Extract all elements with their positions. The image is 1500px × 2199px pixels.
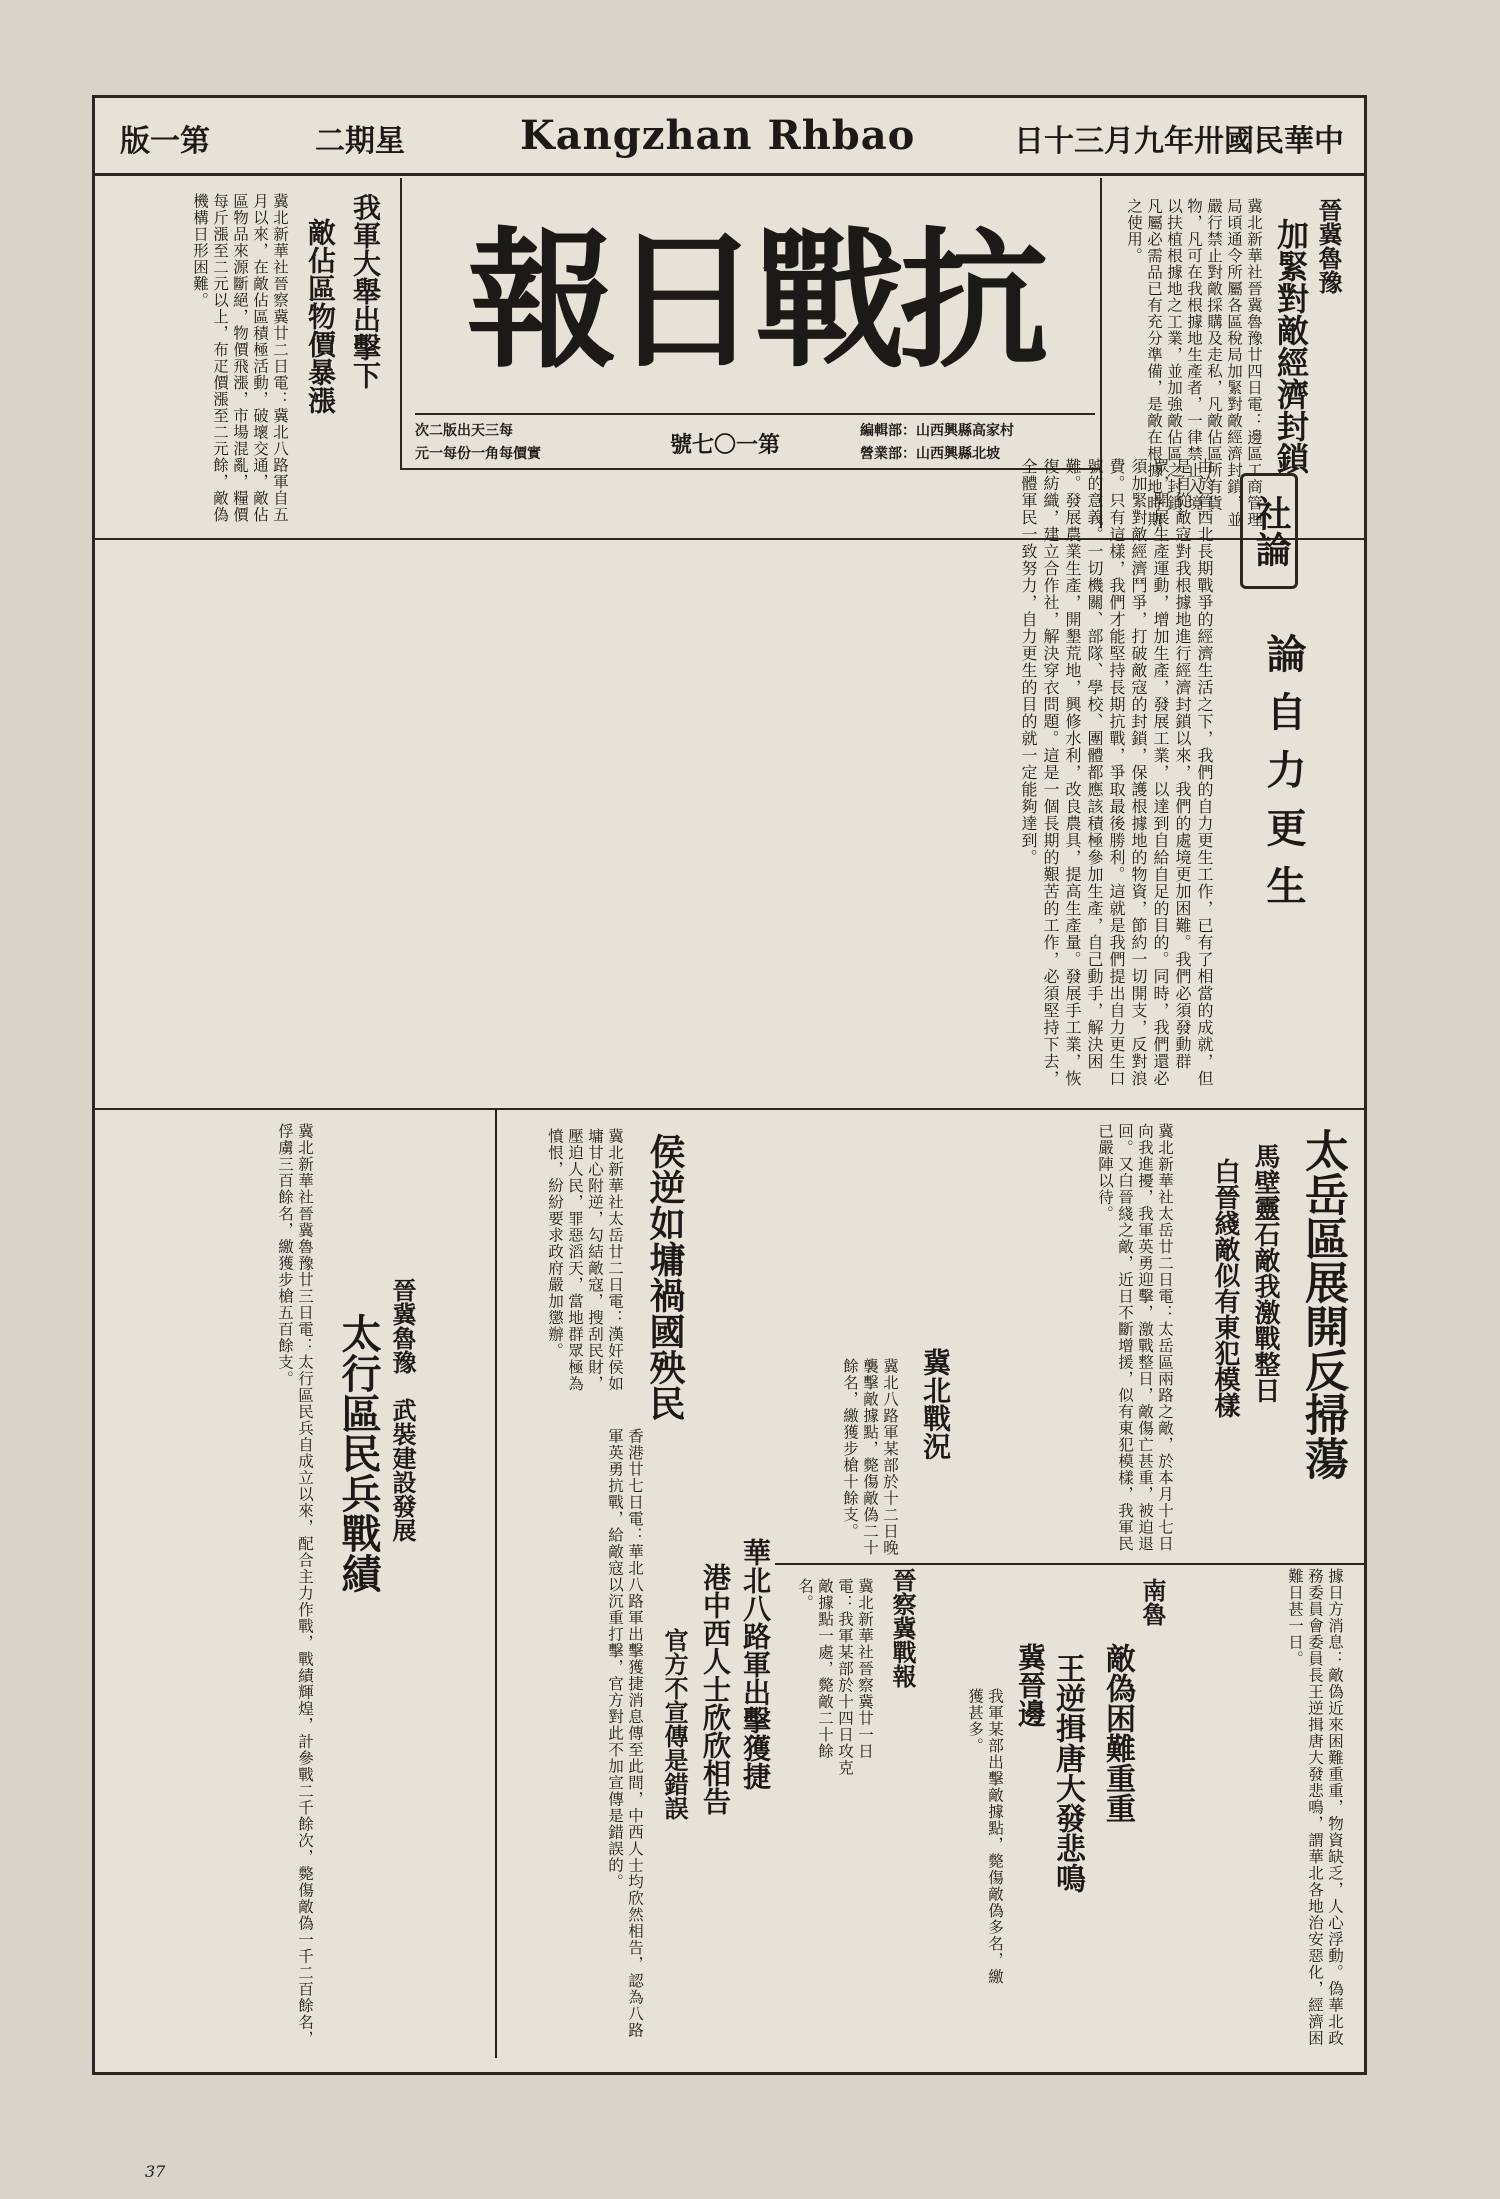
taiyue-subheadline: 馬壁靈石敵我激戰整日 <box>1250 1143 1280 1403</box>
lead-region: 晉冀魯豫 <box>1314 198 1343 294</box>
taiyue-headline: 太岳區展開反掃蕩 <box>1297 1128 1348 1480</box>
latin-title: Kangzhan Rhbao <box>520 112 916 159</box>
issue-date: 日十三月九年卅國民華中 <box>1014 124 1344 159</box>
page-header <box>95 98 1364 176</box>
newspaper-page <box>92 95 1367 2075</box>
frequency: 次二版出天三每 <box>415 423 513 439</box>
masthead <box>430 183 1080 393</box>
divider <box>400 178 402 468</box>
lead-headline: 加緊對敵經濟封鎖 <box>1272 218 1310 474</box>
price-headline: 我軍大舉出擊下 <box>349 193 382 389</box>
militia-subheadline: 太行區民兵戰績 <box>335 1313 382 1593</box>
collab-body: 冀北新華社太岳廿二日電：漢奸侯如墉甘心附逆，勾結敵寇，搜刮民財，壓迫人民，罪惡滔天，當地群眾極為憤恨，紛紛要求政府嚴加懲辦。 <box>546 1128 624 1392</box>
price-subheadline: 敵佔區物價暴漲 <box>304 218 337 414</box>
masthead-title: 抗戰日報 <box>466 213 1043 389</box>
editorial-title: 論自力更生 <box>1260 633 1307 923</box>
hk-body: 香港廿七日電：華北八路軍出擊獲捷消息傳至此間，中西人士均欣然相告，認為八路軍英勇抗戰，給敵寇以沉重打擊，官方對此不加宣傳是錯誤的。 <box>606 1428 644 2039</box>
publisher: 編輯部：山西興縣高家村 <box>860 423 1014 439</box>
editorial-body: 由於晉西北長期戰爭的經濟生活之下，我們的自力更生工作，已有了相當的成就，但是自從敵寇對我根據地進行經濟封鎖以來，我們的處境更加困難。我們必須發動群眾，開展生產運動，增加生產，發展工業，以達到自給自足的目的。同時，我們還必須加緊對敵經濟鬥爭，打破敵寇的封鎖，保護根據地的物資，節約一切開支，反對浪費。只有這樣，我們才能堅持長期抗戰，爭取最後勝利。這就是我們提出自力更生口號的意義。一切機關、部隊、學校、團體都應該積極參加生產，自己動手，解決困難。發展農業生產，開墾荒地，興修水利，改良農具，提高生產量。發展手工業，恢復紡織，建立合作社，解決穿衣問題。這是一個長期的艱苦的工作，必須堅持下去，全體軍民一致努力，自力更生的目的就一定能夠達到。 <box>1019 458 1214 1087</box>
enemy-subheadline: 王逆揖唐大發悲鳴 <box>1050 1653 1085 1893</box>
south-headline: 晉察冀戰報 <box>888 1568 917 1688</box>
price: 元一每份一角每價實 <box>415 446 541 462</box>
editorial-label: 社論 <box>1240 473 1298 589</box>
militia-region: 晉冀魯豫 <box>388 1278 417 1374</box>
lead-body: 冀北新華社晉冀魯豫廿四日電：邊區工商管理局頃通令所屬各區稅局加緊對敵經濟封鎖，並嚴行禁止對敵採購及走私，凡敵佔區所有貨物，凡可在我根據地生產者，一律禁止入境，以扶植根據地之工業，並加強敵佔區之封鎖，凡屬必需品已有充分準備，是敵在根據地時期之使用。 <box>1125 198 1263 528</box>
page-number: 37 <box>145 2162 166 2181</box>
section-rule <box>775 1563 1365 1565</box>
south-body: 冀北新華社晉察冀廿一日電：我軍某部於十四日攻克敵據點一處，斃敵二十餘名。 <box>796 1578 874 1776</box>
distributor: 營業部：山西興縣北坡 <box>860 446 1000 462</box>
hk-subheadline2: 官方不宣傳是錯誤 <box>660 1628 689 1820</box>
weekday: 二期星 <box>315 124 405 159</box>
taiyue-subheadline2: 白晉綫敵似有東犯模樣 <box>1210 1158 1240 1418</box>
hk-subheadline: 港中西人士欣欣相告 <box>699 1563 732 1815</box>
divider <box>495 1108 497 2058</box>
issue-number: 號七〇一第 <box>670 432 781 458</box>
taiyue-body: 冀北新華社太岳廿二日電：太岳區兩路之敵，於本月十七日向我進擾，我軍英勇迎擊，激戰整日，敵傷亡甚重，被迫退回。又白晉綫之敵，近日不斷增援，似有東犯模樣，我軍民已嚴陣以待。 <box>1096 1123 1174 1552</box>
section-rule <box>95 1108 1364 1110</box>
border-headline: 冀晉邊 <box>1014 1643 1047 1727</box>
masthead-rule <box>415 413 1095 415</box>
militia-body: 冀北新華社晉冀魯豫廿三日電：太行區民兵自成立以來，配合主力作戰，戰績輝煌，計參戰二千餘次，斃傷敵偽一千二百餘名，俘虜三百餘名，繳獲步槍五百餘支。 <box>276 1123 314 2047</box>
enemy-region: 南魯 <box>1138 1578 1167 1626</box>
collab-headline: 侯逆如墉禍國殃民 <box>644 1133 686 1421</box>
jibei-headline: 冀北戰況 <box>919 1348 952 1460</box>
militia-headline: 武裝建設發展 <box>388 1398 417 1542</box>
enemy-body: 據日方消息：敵偽近來困難重重，物資缺乏，人心浮動。偽華北政務委員會委員長王逆揖唐大發悲鳴，謂華北各地治安惡化，經濟困難日甚一日。 <box>1286 1568 1344 2047</box>
jibei-body: 冀北八路軍某部於十二日晚襲擊敵據點，斃傷敵偽二十餘名，繳獲步槍十餘支。 <box>841 1358 899 1556</box>
page-label: 版一第 <box>120 124 210 159</box>
price-body: 冀北新華社晉察冀廿二日電：冀北八路軍自五月以來，在敵佔區積極活動，破壞交通，敵佔區物品來源斷絕，物價飛漲，市場混亂，糧價每斤漲至二元以上，布疋價漲至二元餘，敵偽機構日形困難。 <box>191 193 289 523</box>
border-body: 我軍某部出擊敵據點，斃傷敵偽多名，繳獲甚多。 <box>966 1688 1004 1985</box>
hk-headline: 華北八路軍出擊獲捷 <box>739 1538 772 1790</box>
enemy-headline: 敵偽困難重重 <box>1100 1643 1135 1823</box>
